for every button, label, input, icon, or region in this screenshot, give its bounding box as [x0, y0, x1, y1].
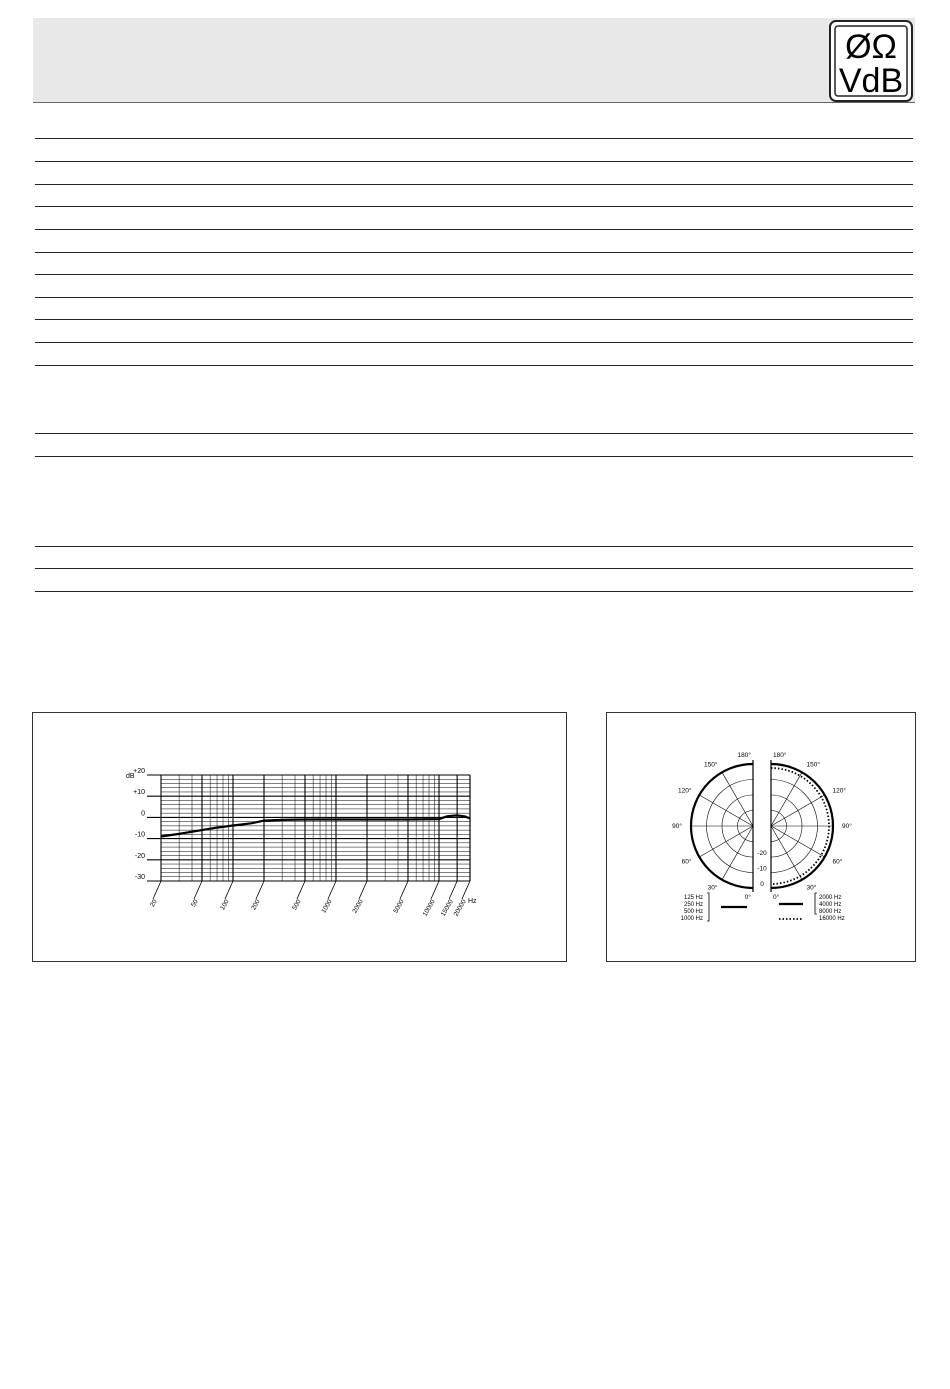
- polar-spoke: [771, 795, 825, 826]
- x-tick-mark: [225, 881, 233, 899]
- table-row-rule: [35, 456, 913, 457]
- y-tick-label: -30: [134, 874, 145, 881]
- table-row-rule: [35, 252, 913, 253]
- polar-spoke: [699, 795, 753, 826]
- x-tick-mark: [431, 881, 439, 899]
- x-tick-labels: [149, 881, 470, 918]
- legend-right-label: 8000 Hz: [819, 909, 842, 915]
- x-tick-mark: [359, 881, 367, 899]
- legend-left-label: 500 Hz: [683, 909, 703, 915]
- x-tick-label: 5000: [392, 898, 406, 915]
- x-tick-label: 20: [149, 898, 159, 909]
- table-row-rule: [35, 365, 913, 366]
- legend-left-label: 1000 Hz: [680, 916, 703, 922]
- angle-label: 150°: [704, 761, 718, 769]
- radial-label: -10: [757, 865, 767, 873]
- polar-spoke: [699, 826, 753, 857]
- table-row-rule: [35, 206, 913, 207]
- legend-bracket: [815, 893, 817, 914]
- polar-spoke: [722, 826, 753, 880]
- frequency-response-panel: [32, 712, 567, 962]
- polar-spoke: [722, 772, 753, 826]
- radial-label: -20: [757, 850, 767, 857]
- polar-spoke: [771, 772, 802, 826]
- y-tick-label: -20: [134, 852, 145, 860]
- polar-right-half: [771, 760, 833, 892]
- logo-line-2: VdB: [838, 62, 904, 100]
- legend-bracket: [707, 893, 709, 921]
- angle-label: 90°: [672, 823, 682, 830]
- angle-label: 30°: [707, 884, 718, 892]
- x-tick-mark: [328, 881, 336, 899]
- x-tick-label: 50: [190, 898, 200, 909]
- table-row-rule: [35, 568, 913, 569]
- angle-label: 30°: [806, 884, 817, 892]
- polar-spoke: [771, 826, 825, 857]
- y-tick-labels: [133, 768, 145, 881]
- polar-pattern-chart: [607, 713, 915, 961]
- polar-left-half: [691, 760, 753, 892]
- legend-left-label: 250 Hz: [683, 902, 703, 908]
- x-tick-mark: [297, 881, 305, 899]
- table-row-rule: [35, 161, 913, 162]
- frequency-grid: [147, 775, 470, 881]
- x-tick-mark: [194, 881, 202, 899]
- table-row-rule: [35, 433, 913, 434]
- angle-label: 0°: [744, 894, 751, 901]
- table-row-rule: [35, 342, 913, 343]
- x-tick-label: 1000: [320, 898, 334, 915]
- y-axis-unit: dB: [126, 773, 135, 780]
- frequency-response-chart: [33, 713, 566, 961]
- vdb-logo: [829, 20, 913, 102]
- x-tick-label: 100: [219, 898, 231, 912]
- x-tick-label: 15000: [439, 898, 455, 918]
- x-tick-label: 500: [291, 898, 303, 912]
- legend-right-label: 2000 Hz: [819, 895, 842, 901]
- table-row-rule: [35, 138, 913, 139]
- angle-label: 180°: [773, 752, 787, 759]
- angle-label: 0°: [773, 894, 780, 901]
- x-tick-mark: [449, 881, 457, 899]
- logo-line-1: ØΩ: [845, 28, 897, 66]
- table-row-rule: [35, 229, 913, 230]
- angle-label: 120°: [678, 787, 692, 795]
- polar-radial-labels: [757, 850, 767, 888]
- angle-label: 90°: [842, 823, 852, 830]
- polar-spoke: [771, 826, 802, 880]
- y-tick-label: +10: [133, 789, 145, 797]
- angle-label: 120°: [832, 787, 846, 795]
- angle-label: 180°: [737, 752, 751, 759]
- table-row-rule: [35, 274, 913, 275]
- legend-left-label: 125 Hz: [683, 895, 703, 901]
- x-tick-label: 10000: [421, 898, 437, 918]
- x-tick-mark: [400, 881, 408, 899]
- x-tick-label: 2000: [351, 898, 365, 915]
- radial-label: 0: [760, 881, 764, 888]
- header-band: [33, 18, 915, 103]
- table-row-rule: [35, 546, 913, 547]
- x-tick-mark: [256, 881, 264, 899]
- x-axis-unit: Hz: [468, 898, 477, 905]
- table-row-rule: [35, 319, 913, 320]
- y-tick-label: -10: [134, 831, 145, 839]
- x-tick-mark: [153, 881, 161, 899]
- angle-label: 150°: [806, 761, 820, 769]
- table-row-rule: [35, 591, 913, 592]
- x-tick-label: 200: [250, 898, 262, 912]
- y-tick-label: +20: [133, 768, 145, 775]
- x-tick-mark: [462, 881, 470, 899]
- table-row-rule: [35, 297, 913, 298]
- polar-legend: [681, 893, 845, 922]
- table-row-rule: [35, 184, 913, 185]
- angle-label: 60°: [832, 858, 843, 866]
- legend-right-label: 16000 Hz: [819, 916, 845, 922]
- legend-right-label: 4000 Hz: [819, 902, 842, 908]
- angle-label: 60°: [681, 858, 692, 866]
- y-tick-label: 0: [141, 810, 145, 818]
- x-tick-label: 20000: [452, 898, 468, 918]
- polar-pattern-panel: [606, 712, 916, 962]
